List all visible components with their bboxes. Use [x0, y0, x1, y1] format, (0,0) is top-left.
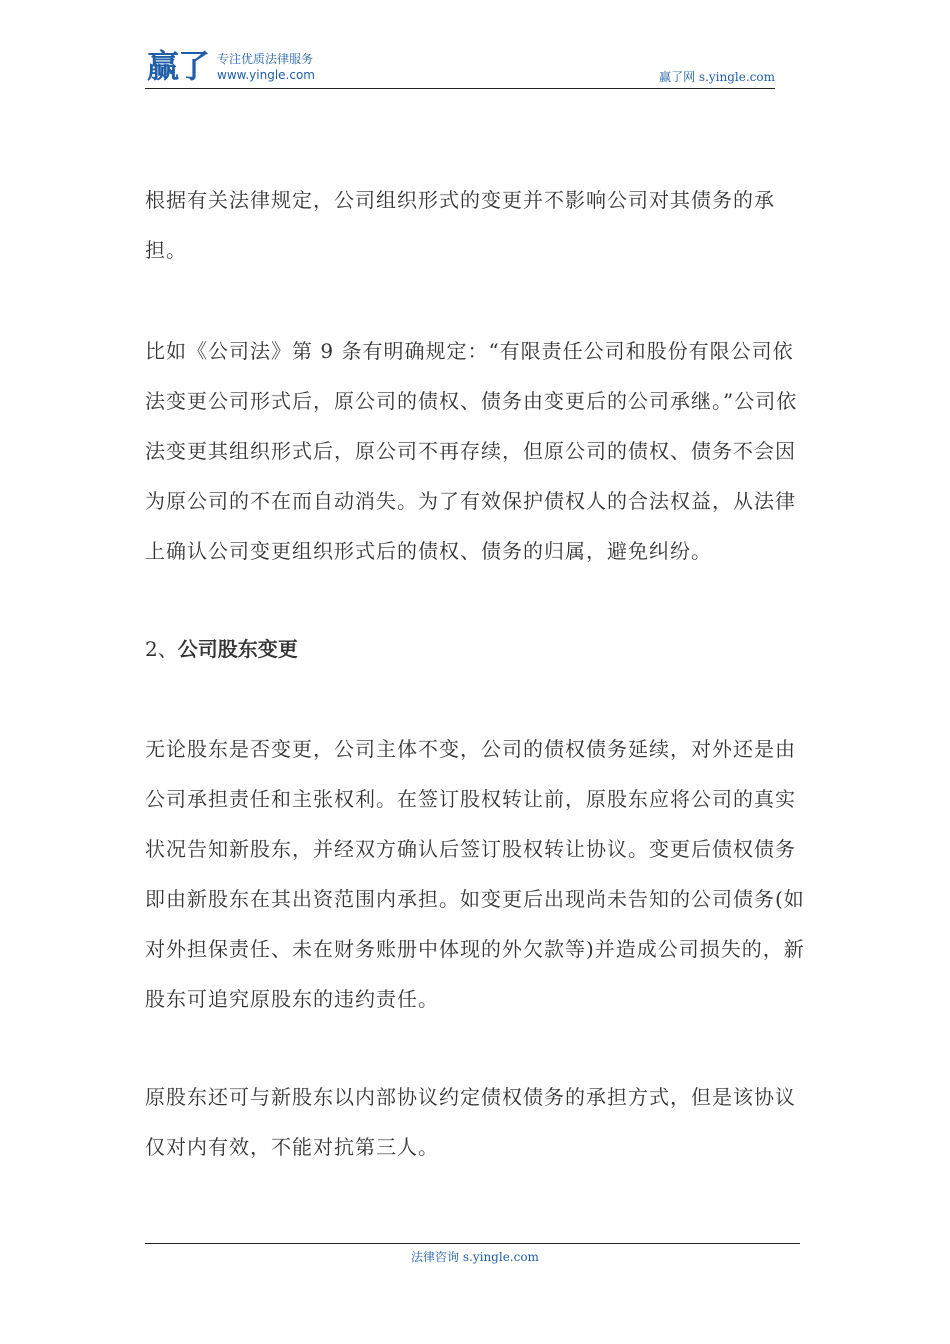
header-site-link[interactable]: 赢了网 s.yingle.com	[659, 70, 775, 84]
section-heading-number: 2、	[145, 637, 178, 661]
footer-link[interactable]: 法律咨询 s.yingle.com	[411, 1250, 539, 1264]
logo-slogan: 专注优质法律服务	[217, 52, 314, 66]
paragraph-4: 原股东还可与新股东以内部协议约定债权债务的承担方式，但是该协议仅对内有效，不能对抗第三人。	[145, 1085, 796, 1159]
logo-mark: 赢了	[147, 47, 210, 85]
page-header	[145, 48, 775, 89]
yingle-logo[interactable]	[147, 48, 347, 86]
section-heading-title: 公司股东变更	[177, 637, 298, 661]
paragraph-3: 无论股东是否变更，公司主体不变，公司的债权债务延续，对外还是由公司承担责任和主张权利。在签订股权转让前，原股东应将公司的真实状况告知新股东，并经双方确认后签订股权转让协议。变更后债权债务即由新股东在其出资范围内承担。如变更后出现尚未告知的公司债务(如对外担保责任、未在财务账册中体现的外欠款等)并造成公司损失的，新股东可追究原股东的违约责任。	[145, 737, 805, 1011]
section-heading-2	[145, 624, 805, 674]
paragraph-1: 根据有关法律规定，公司组织形式的变更并不影响公司对其债务的承担。	[145, 188, 775, 262]
paragraph-2: 比如《公司法》第 9 条有明确规定：“有限责任公司和股份有限公司依法变更公司形式后，原公司的债权、债务由变更后的公司承继。”公司依法变更其组织形式后，原公司不再存续，但原公司的债权、债务不会因为原公司的不在而自动消失。为了有效保护债权人的合法权益，从法律上确认公司变更组织形式后的债权、债务的归属，避免纠纷。	[145, 339, 798, 563]
footer-divider	[145, 1243, 800, 1244]
logo-url: www.yingle.com	[217, 68, 315, 82]
